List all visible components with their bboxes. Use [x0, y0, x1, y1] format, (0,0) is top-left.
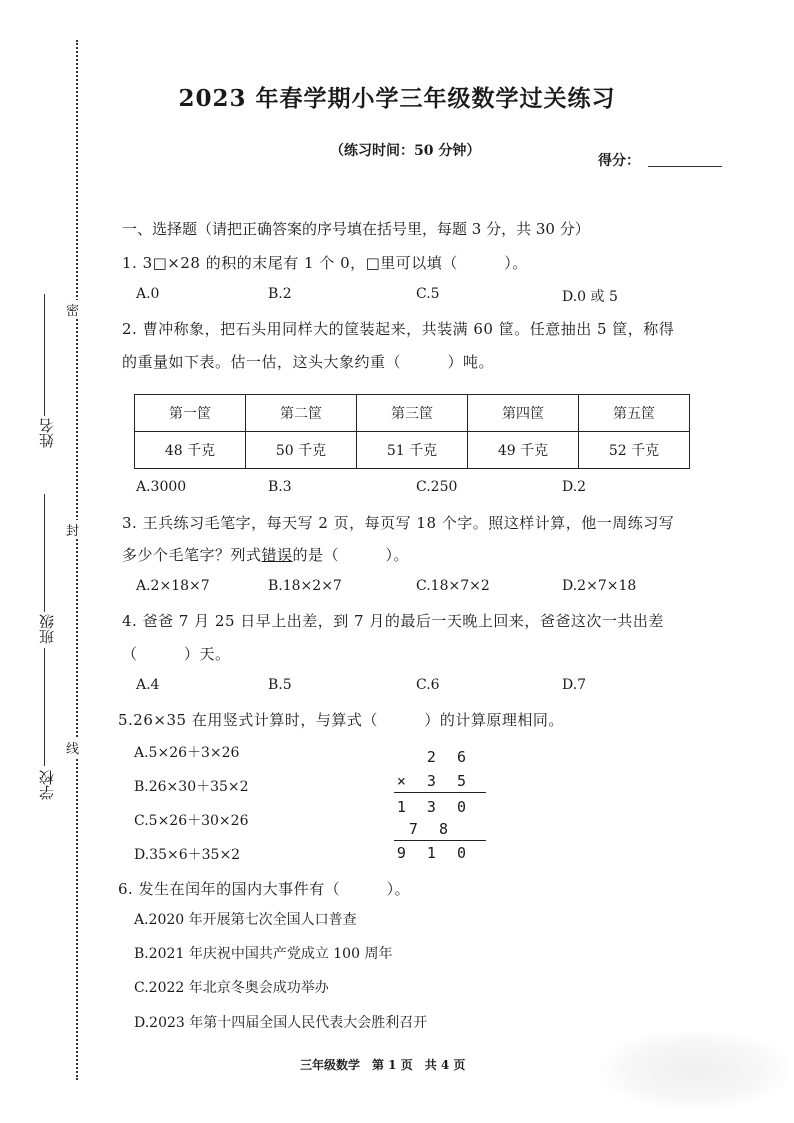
vertical-row-partial2: 7 8 — [408, 820, 454, 838]
seal-dotted-line — [76, 40, 78, 1080]
school-blank[interactable] — [44, 648, 45, 766]
question-4-line1: 4. 爸爸 7 月 25 日早上出差，到 7 月的最后一天晚上回来，爸爸这次一共出差 — [122, 612, 664, 630]
vertical-row-product: 9 1 0 — [396, 844, 472, 862]
q6-option-a[interactable]: A.2020 年开展第七次全国人口普查 — [134, 912, 357, 928]
class-blank[interactable] — [44, 494, 45, 612]
page-title: 2023 年春学期小学三年级数学过关练习 — [178, 85, 616, 112]
q4-option-d[interactable]: D.7 — [562, 677, 587, 693]
q1-option-a[interactable]: A.0 — [136, 286, 160, 302]
q3-option-d[interactable]: D.2×7×18 — [562, 578, 637, 594]
q3-option-a[interactable]: A.2×18×7 — [136, 578, 210, 594]
scan-smudge — [600, 1030, 790, 1110]
q1-option-b[interactable]: B.2 — [268, 286, 292, 302]
table-header-cell: 第四筐 — [468, 395, 579, 432]
q2-option-b[interactable]: B.3 — [268, 479, 292, 495]
vertical-row-multiplier: × 3 5 — [396, 772, 472, 790]
table-value-cell: 48 千克 — [135, 432, 246, 469]
q5-option-b[interactable]: B.26×30＋35×2 — [134, 779, 249, 795]
question-4-line2: （ ）天。 — [122, 645, 231, 663]
score-blank[interactable] — [648, 166, 722, 167]
q3-option-c[interactable]: C.18×7×2 — [416, 578, 490, 594]
question-6: 6. 发生在闰年的国内大事件有（ ）。 — [118, 880, 411, 898]
question-3-line1: 3. 王兵练习毛笔字，每天写 2 页，每页写 18 个字。照这样计算，他一周练习写 — [122, 514, 675, 532]
seal-char-mi: 密 — [66, 300, 79, 319]
vertical-row-partial1: 1 3 0 — [396, 798, 472, 816]
exam-time: （练习时间：50 分钟） — [330, 143, 481, 159]
section-heading: 一、选择题（请把正确答案的序号填在括号里，每题 3 分，共 30 分） — [122, 220, 590, 238]
question-2-line1: 2. 曹冲称象，把石头用同样大的筐装起来，共装满 60 筐。任意抽出 5 筐，称得 — [122, 320, 675, 338]
question-1: 1. 3□×28 的积的末尾有 1 个 0，□里可以填（ ）。 — [122, 254, 528, 272]
q6-option-b[interactable]: B.2021 年庆祝中国共产党成立 100 周年 — [134, 946, 393, 962]
class-label: 班级 — [38, 614, 56, 644]
q6-option-d[interactable]: D.2023 年第十四届全国人民代表大会胜利召开 — [134, 1015, 428, 1031]
q4-option-c[interactable]: C.6 — [416, 677, 440, 693]
vertical-rule — [394, 792, 486, 793]
question-3-emphasis: 错误 — [261, 546, 293, 564]
q4-option-b[interactable]: B.5 — [268, 677, 292, 693]
table-header-cell: 第五筐 — [579, 395, 690, 432]
page-footer: 三年级数学 第 1 页 共 4 页 — [300, 1058, 466, 1072]
q3-option-b[interactable]: B.18×2×7 — [268, 578, 342, 594]
question-3-text-a: 多少个毛笔字？列式 — [122, 546, 262, 564]
table-value-cell: 49 千克 — [468, 432, 579, 469]
q1-option-c[interactable]: C.5 — [416, 286, 440, 302]
table-value-cell: 50 千克 — [246, 432, 357, 469]
q5-option-d[interactable]: D.35×6＋35×2 — [134, 847, 241, 863]
school-label: 学校 — [38, 770, 56, 800]
q1-option-d[interactable]: D.0 或 5 — [562, 289, 618, 305]
table-header-cell: 第三筐 — [357, 395, 468, 432]
basket-weight-table — [134, 394, 690, 469]
score-label: 得分： — [598, 153, 640, 169]
vertical-row-multiplicand: 2 6 — [426, 748, 472, 766]
name-blank[interactable] — [44, 294, 45, 416]
table-value-cell: 51 千克 — [357, 432, 468, 469]
seal-char-xian: 线 — [66, 738, 79, 757]
seal-char-feng: 封 — [66, 520, 79, 539]
q5-option-c[interactable]: C.5×26＋30×26 — [134, 813, 249, 829]
question-2-line2: 的重量如下表。估一估，这头大象约重（ ）吨。 — [122, 353, 495, 371]
q2-option-d[interactable]: D.2 — [562, 479, 587, 495]
table-header-cell: 第二筐 — [246, 395, 357, 432]
q6-option-c[interactable]: C.2022 年北京冬奥会成功举办 — [134, 980, 329, 996]
q2-option-a[interactable]: A.3000 — [136, 479, 187, 495]
table-header-cell: 第一筐 — [135, 395, 246, 432]
question-3-line2 — [122, 544, 409, 565]
question-3-text-b: 的是（ ）。 — [292, 546, 410, 564]
q4-option-a[interactable]: A.4 — [136, 677, 160, 693]
table-value-cell: 52 千克 — [579, 432, 690, 469]
q2-option-c[interactable]: C.250 — [416, 479, 458, 495]
question-5: 5.26×35 在用竖式计算时，与算式（ ）的计算原理相同。 — [118, 711, 564, 729]
name-label: 姓名 — [38, 418, 56, 448]
vertical-rule — [394, 840, 486, 841]
q5-option-a[interactable]: A.5×26＋3×26 — [134, 745, 240, 761]
